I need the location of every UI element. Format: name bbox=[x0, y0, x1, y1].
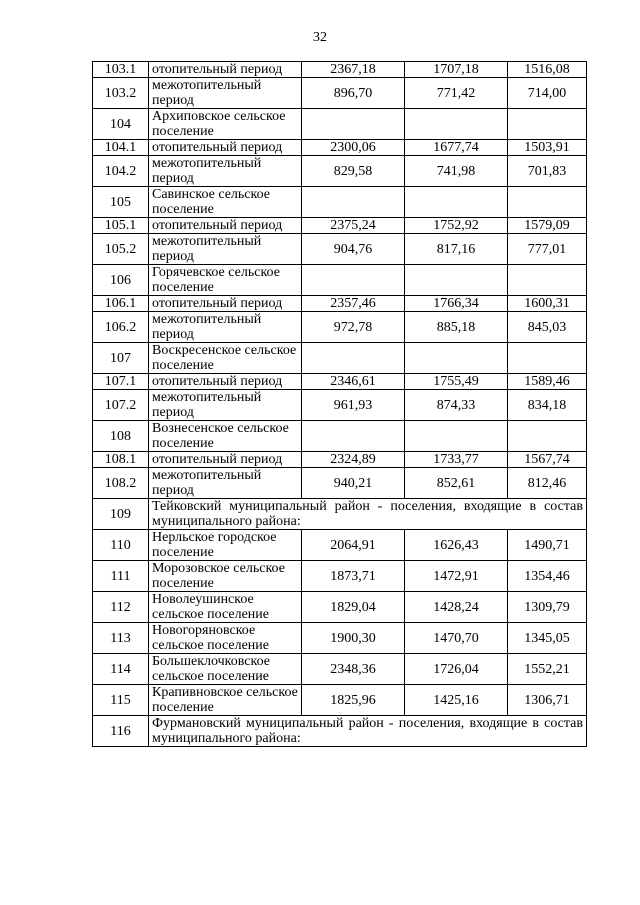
table-row bbox=[93, 187, 587, 218]
row-name: отопительный период bbox=[149, 62, 302, 78]
row-name: отопительный период bbox=[149, 452, 302, 468]
value-cell-1: 961,93 bbox=[302, 390, 405, 421]
value-cell-2 bbox=[405, 421, 508, 452]
table-row bbox=[93, 685, 587, 716]
table-row bbox=[93, 452, 587, 468]
row-number: 104 bbox=[93, 109, 149, 140]
table-row bbox=[93, 62, 587, 78]
value-cell-3: 1490,71 bbox=[508, 530, 587, 561]
table-row bbox=[93, 109, 587, 140]
table-row bbox=[93, 421, 587, 452]
row-number: 110 bbox=[93, 530, 149, 561]
row-number: 104.1 bbox=[93, 140, 149, 156]
row-name: Новолеушинское сельское поселение bbox=[149, 592, 302, 623]
row-name: Новогоряновское сельское поселение bbox=[149, 623, 302, 654]
table-row bbox=[93, 592, 587, 623]
value-cell-2: 1755,49 bbox=[405, 374, 508, 390]
row-number: 108.2 bbox=[93, 468, 149, 499]
value-cell-1: 896,70 bbox=[302, 78, 405, 109]
value-cell-1 bbox=[302, 187, 405, 218]
row-name: межотопительный период bbox=[149, 312, 302, 343]
table-row bbox=[93, 530, 587, 561]
value-cell-3: 834,18 bbox=[508, 390, 587, 421]
table-row bbox=[93, 312, 587, 343]
row-number: 109 bbox=[93, 499, 149, 530]
value-cell-1 bbox=[302, 265, 405, 296]
value-cell-2: 771,42 bbox=[405, 78, 508, 109]
value-cell-3: 701,83 bbox=[508, 156, 587, 187]
value-cell-1: 2324,89 bbox=[302, 452, 405, 468]
value-cell-3: 1600,31 bbox=[508, 296, 587, 312]
value-cell-2: 885,18 bbox=[405, 312, 508, 343]
row-number: 103.1 bbox=[93, 62, 149, 78]
row-number: 113 bbox=[93, 623, 149, 654]
row-number: 116 bbox=[93, 716, 149, 747]
row-number: 107 bbox=[93, 343, 149, 374]
row-name: межотопительный период bbox=[149, 390, 302, 421]
row-number: 112 bbox=[93, 592, 149, 623]
row-number: 103.2 bbox=[93, 78, 149, 109]
value-cell-2: 852,61 bbox=[405, 468, 508, 499]
row-name: Большеклочковское сельское поселение bbox=[149, 654, 302, 685]
row-name: межотопительный период bbox=[149, 468, 302, 499]
value-cell-3 bbox=[508, 187, 587, 218]
value-cell-1: 972,78 bbox=[302, 312, 405, 343]
row-number: 107.1 bbox=[93, 374, 149, 390]
value-cell-2: 1677,74 bbox=[405, 140, 508, 156]
value-cell-1: 940,21 bbox=[302, 468, 405, 499]
value-cell-2: 1726,04 bbox=[405, 654, 508, 685]
value-cell-1: 2375,24 bbox=[302, 218, 405, 234]
value-cell-3: 1354,46 bbox=[508, 561, 587, 592]
row-name: Морозовское сельское поселение bbox=[149, 561, 302, 592]
value-cell-1: 2357,46 bbox=[302, 296, 405, 312]
row-name: отопительный период bbox=[149, 374, 302, 390]
value-cell-2 bbox=[405, 265, 508, 296]
row-number: 106 bbox=[93, 265, 149, 296]
value-cell-2: 1425,16 bbox=[405, 685, 508, 716]
row-number: 105.2 bbox=[93, 234, 149, 265]
value-cell-1 bbox=[302, 421, 405, 452]
row-number: 107.2 bbox=[93, 390, 149, 421]
table-row bbox=[93, 374, 587, 390]
value-cell-2: 1428,24 bbox=[405, 592, 508, 623]
tariff-table bbox=[92, 61, 587, 747]
row-name: Савинское сельское поселение bbox=[149, 187, 302, 218]
table-row bbox=[93, 716, 587, 747]
section-heading: Фурмановский муниципальный район - поселения, входящие в состав муниципального района: bbox=[149, 716, 587, 747]
value-cell-3: 845,03 bbox=[508, 312, 587, 343]
value-cell-3: 1516,08 bbox=[508, 62, 587, 78]
row-number: 111 bbox=[93, 561, 149, 592]
row-name: межотопительный период bbox=[149, 234, 302, 265]
value-cell-3: 1345,05 bbox=[508, 623, 587, 654]
value-cell-3: 777,01 bbox=[508, 234, 587, 265]
row-name: отопительный период bbox=[149, 218, 302, 234]
table-row bbox=[93, 343, 587, 374]
value-cell-3: 714,00 bbox=[508, 78, 587, 109]
value-cell-2 bbox=[405, 109, 508, 140]
value-cell-3 bbox=[508, 343, 587, 374]
value-cell-3: 1579,09 bbox=[508, 218, 587, 234]
row-number: 105 bbox=[93, 187, 149, 218]
page-number: 32 bbox=[313, 30, 327, 45]
row-name: межотопительный период bbox=[149, 78, 302, 109]
table-row bbox=[93, 218, 587, 234]
row-number: 106.2 bbox=[93, 312, 149, 343]
value-cell-1: 1829,04 bbox=[302, 592, 405, 623]
row-number: 115 bbox=[93, 685, 149, 716]
table-row bbox=[93, 561, 587, 592]
row-number: 114 bbox=[93, 654, 149, 685]
value-cell-3: 1552,21 bbox=[508, 654, 587, 685]
row-name: Воскресенское сельское поселение bbox=[149, 343, 302, 374]
value-cell-2: 1470,70 bbox=[405, 623, 508, 654]
table-row bbox=[93, 654, 587, 685]
table-row bbox=[93, 234, 587, 265]
table-row bbox=[93, 265, 587, 296]
row-name: Крапивновское сельское поселение bbox=[149, 685, 302, 716]
value-cell-2: 817,16 bbox=[405, 234, 508, 265]
row-name: межотопительный период bbox=[149, 156, 302, 187]
row-number: 104.2 bbox=[93, 156, 149, 187]
row-name: отопительный период bbox=[149, 140, 302, 156]
value-cell-1 bbox=[302, 343, 405, 374]
row-number: 108.1 bbox=[93, 452, 149, 468]
value-cell-3 bbox=[508, 421, 587, 452]
value-cell-2: 1766,34 bbox=[405, 296, 508, 312]
table-row bbox=[93, 499, 587, 530]
value-cell-3: 1306,71 bbox=[508, 685, 587, 716]
table-row bbox=[93, 140, 587, 156]
tariff-table-body bbox=[93, 62, 587, 747]
value-cell-3: 1503,91 bbox=[508, 140, 587, 156]
table-row bbox=[93, 156, 587, 187]
value-cell-1: 904,76 bbox=[302, 234, 405, 265]
value-cell-1: 2367,18 bbox=[302, 62, 405, 78]
value-cell-1: 2348,36 bbox=[302, 654, 405, 685]
value-cell-2: 1707,18 bbox=[405, 62, 508, 78]
value-cell-2: 874,33 bbox=[405, 390, 508, 421]
value-cell-1 bbox=[302, 109, 405, 140]
value-cell-1: 2300,06 bbox=[302, 140, 405, 156]
table-row bbox=[93, 390, 587, 421]
table-row bbox=[93, 623, 587, 654]
value-cell-2: 741,98 bbox=[405, 156, 508, 187]
value-cell-1: 2064,91 bbox=[302, 530, 405, 561]
value-cell-1: 2346,61 bbox=[302, 374, 405, 390]
table-row bbox=[93, 468, 587, 499]
value-cell-2: 1626,43 bbox=[405, 530, 508, 561]
row-name: Вознесенское сельское поселение bbox=[149, 421, 302, 452]
value-cell-2 bbox=[405, 343, 508, 374]
value-cell-3 bbox=[508, 109, 587, 140]
row-number: 108 bbox=[93, 421, 149, 452]
row-name: Горячевское сельское поселение bbox=[149, 265, 302, 296]
value-cell-1: 1873,71 bbox=[302, 561, 405, 592]
row-number: 106.1 bbox=[93, 296, 149, 312]
value-cell-2 bbox=[405, 187, 508, 218]
value-cell-1: 1825,96 bbox=[302, 685, 405, 716]
value-cell-3: 812,46 bbox=[508, 468, 587, 499]
row-number: 105.1 bbox=[93, 218, 149, 234]
row-name: отопительный период bbox=[149, 296, 302, 312]
value-cell-1: 1900,30 bbox=[302, 623, 405, 654]
row-name: Нерльское городское поселение bbox=[149, 530, 302, 561]
table-row bbox=[93, 78, 587, 109]
row-name: Архиповское сельское поселение bbox=[149, 109, 302, 140]
value-cell-3: 1589,46 bbox=[508, 374, 587, 390]
value-cell-3 bbox=[508, 265, 587, 296]
value-cell-2: 1752,92 bbox=[405, 218, 508, 234]
value-cell-3: 1309,79 bbox=[508, 592, 587, 623]
value-cell-1: 829,58 bbox=[302, 156, 405, 187]
table-row bbox=[93, 296, 587, 312]
value-cell-3: 1567,74 bbox=[508, 452, 587, 468]
section-heading: Тейковский муниципальный район - поселения, входящие в состав муниципального района: bbox=[149, 499, 587, 530]
value-cell-2: 1472,91 bbox=[405, 561, 508, 592]
value-cell-2: 1733,77 bbox=[405, 452, 508, 468]
